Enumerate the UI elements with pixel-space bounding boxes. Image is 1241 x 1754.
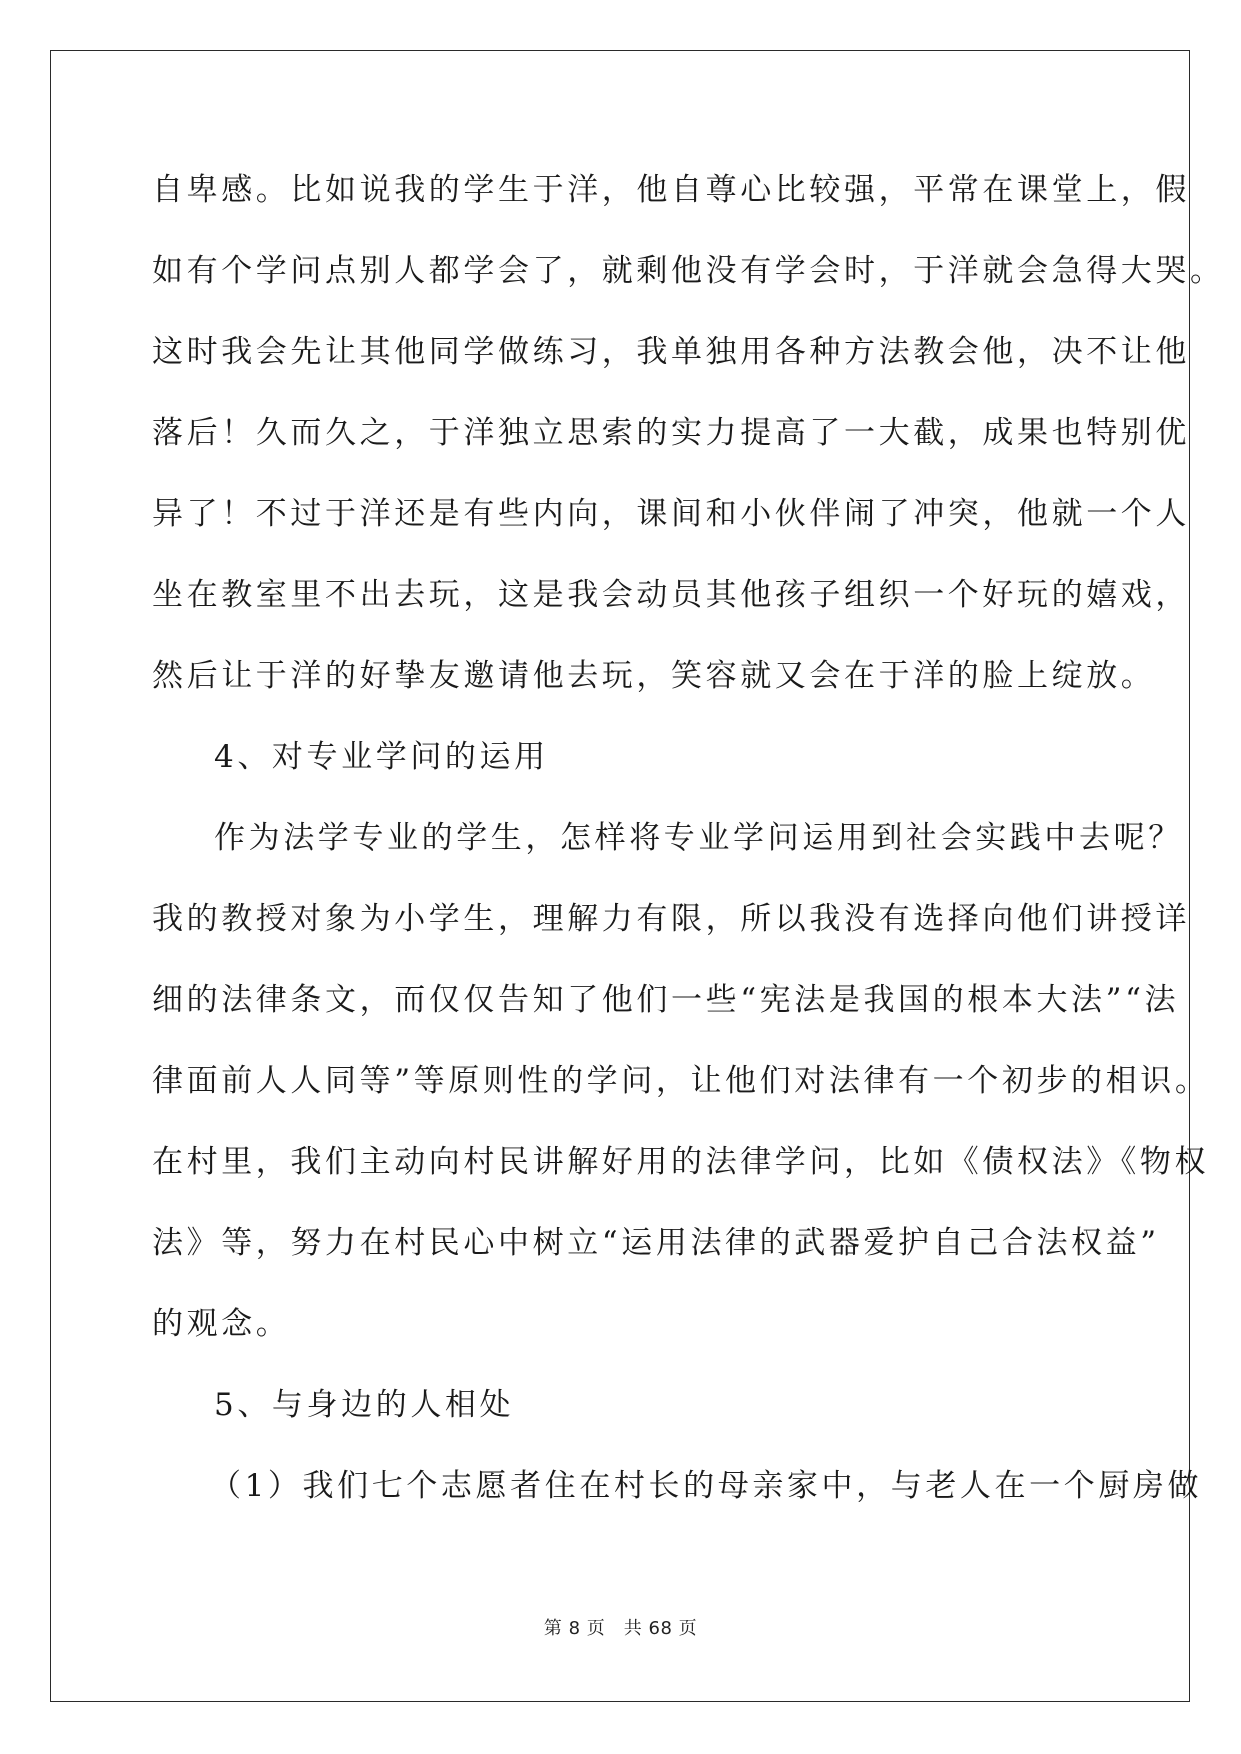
text-line: 这时我会先让其他同学做练习，我单独用各种方法教会他，决不让他 (152, 334, 1190, 370)
paragraph-start: 作为法学专业的学生，怎样将专业学问运用到社会实践中去呢？ (214, 820, 1183, 856)
text-line: 法》等，努力在村民心中树立“运用法律的武器爱护自己合法权益” (152, 1225, 1160, 1261)
document-body (152, 150, 1225, 1527)
text-line: 落后！久而久之，于洋独立思索的实力提高了一大截，成果也特别优 (152, 415, 1190, 451)
text-line: 在村里，我们主动向村民讲解好用的法律学问，比如《债权法》《物权 (152, 1144, 1210, 1180)
text-line: 坐在教室里不出去玩，这是我会动员其他孩子组织一个好玩的嬉戏， (152, 577, 1190, 613)
text-line: 我的教授对象为小学生，理解力有限，所以我没有选择向他们讲授详 (152, 901, 1190, 937)
text-line: 的观念。 (152, 1306, 291, 1342)
text-line: 如有个学问点别人都学会了，就剩他没有学会时，于洋就会急得大哭。 (152, 253, 1225, 289)
text-line: 自卑感。比如说我的学生于洋，他自尊心比较强，平常在课堂上，假 (152, 172, 1190, 208)
page-number-footer: 第 8 页 共 68 页 (543, 1618, 698, 1639)
section-heading-4: 4、对专业学问的运用 (214, 739, 549, 775)
section-heading-5: 5、与身边的人相处 (214, 1387, 515, 1423)
paragraph-start: （1）我们七个志愿者住在村长的母亲家中，与老人在一个厨房做 (210, 1468, 1203, 1504)
text-line: 然后让于洋的好挚友邀请他去玩，笑容就又会在于洋的脸上绽放。 (152, 658, 1156, 694)
text-line: 异了！不过于洋还是有些内向，课间和小伙伴闹了冲突，他就一个人 (152, 496, 1190, 532)
text-line: 律面前人人同等”等原则性的学问，让他们对法律有一个初步的相识。 (152, 1063, 1210, 1099)
text-line: 细的法律条文，而仅仅告知了他们一些“宪法是我国的根本大法”“法 (152, 982, 1180, 1018)
